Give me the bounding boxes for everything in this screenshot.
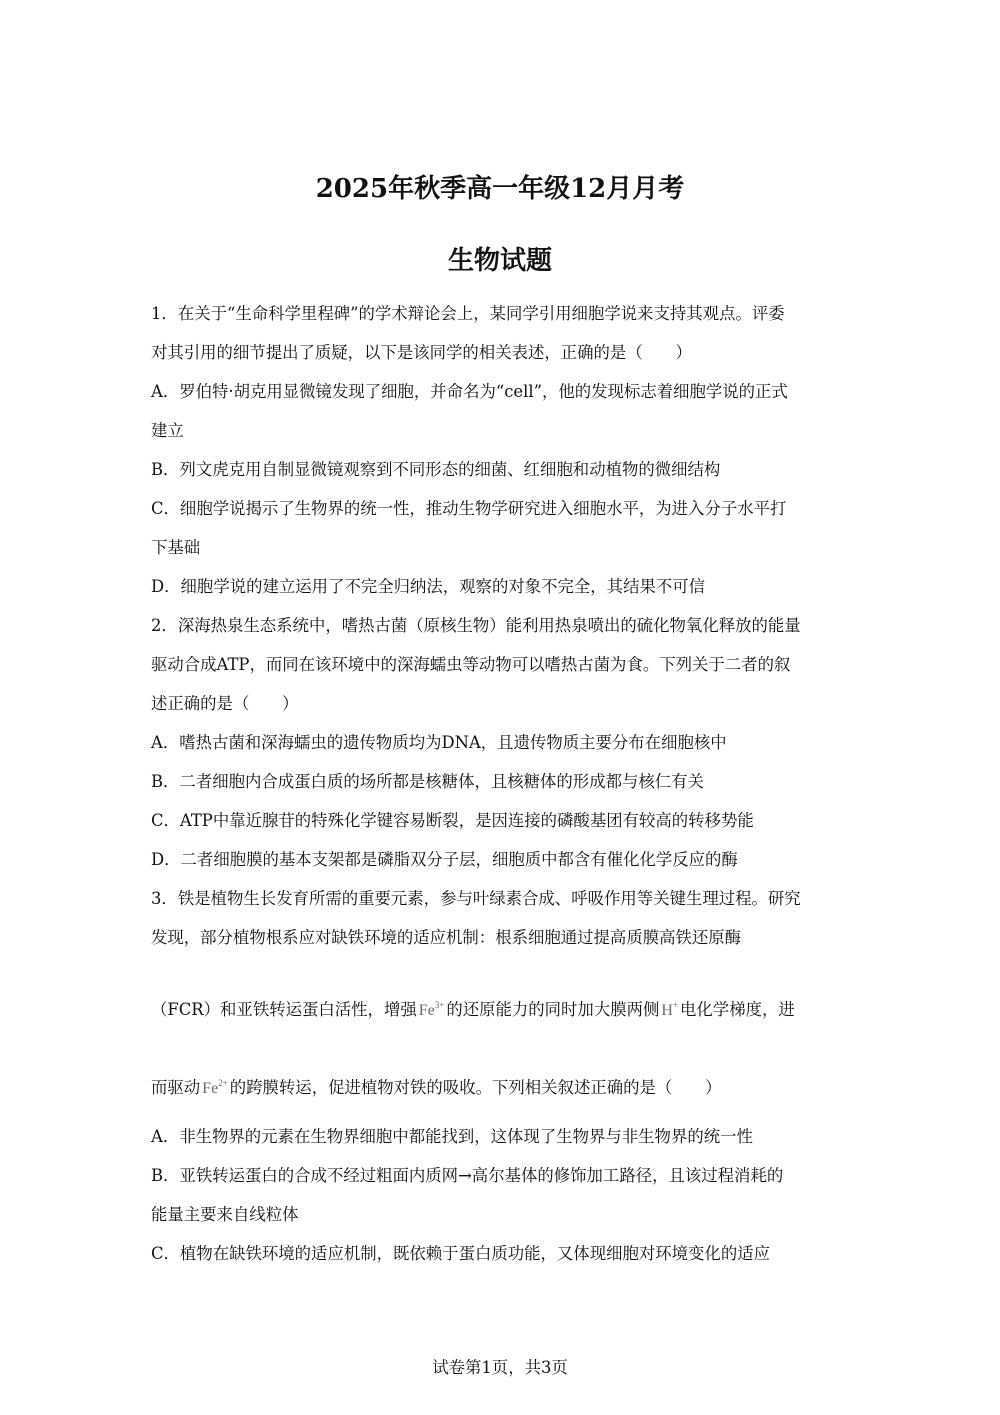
stem-text: 而驱动 [151, 1078, 201, 1097]
h-ion-formula [659, 1002, 680, 1019]
stem-text: （FCR）和亚铁转运蛋白活性，增强 [151, 1000, 417, 1019]
question-2-option-a: A．嗜热古菌和深海蠕虫的遗传物质均为DNA，且遗传物质主要分布在细胞核中 [151, 733, 727, 752]
ion-charge: + [672, 1000, 679, 1010]
question-1-stem-line-2: 对其引用的细节提出了质疑，以下是该同学的相关表述，正确的是（ ） [151, 343, 692, 362]
question-1-stem-line-1: 1．在关于“生命科学里程碑”的学术辩论会上，某同学引用细胞学说来支持其观点。评委 [151, 304, 785, 323]
exam-title: 2025年秋季高一年级12月月考 [315, 174, 685, 204]
question-2-option-d: D．二者细胞膜的基本支架都是磷脂双分子层，细胞质中都含有催化化学反应的酶 [151, 850, 738, 869]
question-2-option-b: B．二者细胞内合成蛋白质的场所都是核糖体，且核糖体的形成都与核仁有关 [151, 772, 704, 791]
question-1-option-d: D．细胞学说的建立运用了不完全归纳法，观察的对象不完全，其结果不可信 [151, 577, 706, 596]
question-3-option-b-line-2: 能量主要来自线粒体 [151, 1205, 299, 1224]
question-3-stem-line-3 [151, 993, 795, 1023]
question-1-option-a-line-2: 建立 [151, 421, 184, 440]
stem-text: 的跨膜转运，促进植物对铁的吸收。下列相关叙述正确的是（ ） [229, 1078, 722, 1097]
question-2-option-c: C．ATP中靠近腺苷的特殊化学键容易断裂，是因连接的磷酸基团有较高的转移势能 [151, 811, 754, 830]
stem-text: 的还原能力的同时加大膜两侧 [446, 1000, 660, 1019]
question-2-stem-line-2: 驱动合成ATP，而同在该环境中的深海蠕虫等动物可以嗜热古菌为食。下列关于二者的叙 [151, 655, 791, 674]
question-1-option-c-line-1: C．细胞学说揭示了生物界的统一性，推动生物学研究进入细胞水平，为进入分子水平打 [151, 499, 787, 518]
formula-base: Fe [202, 1080, 219, 1097]
formula-base: Fe [418, 1002, 435, 1019]
formula-base: H [661, 1002, 673, 1019]
question-2-stem-line-3: 述正确的是（ ） [151, 694, 299, 713]
question-3-stem-line-1: 3．铁是植物生长发育所需的重要元素，参与叶绿素合成、呼吸作用等关键生理过程。研究 [151, 889, 801, 908]
question-3-option-c: C．植物在缺铁环境的适应机制，既依赖于蛋白质功能，又体现细胞对环境变化的适应 [151, 1244, 770, 1263]
question-3-option-b-line-1: B．亚铁转运蛋白的合成不经过粗面内质网→高尔基体的修饰加工路径，且该过程消耗的 [151, 1166, 784, 1185]
ion-charge: 2+ [218, 1078, 228, 1088]
exam-subtitle: 生物试题 [447, 246, 552, 276]
question-1-option-b: B．列文虎克用自制显微镜观察到不同形态的细菌、红细胞和动植物的微细结构 [151, 460, 721, 479]
question-3-option-a: A．非生物界的元素在生物界细胞中都能找到，这体现了生物界与非生物界的统一性 [151, 1127, 753, 1146]
fe3-ion-formula [417, 1002, 447, 1019]
fe2-ion-formula [200, 1080, 230, 1097]
ion-charge: 3+ [434, 1000, 445, 1010]
stem-text: 电化学梯度，进 [680, 1000, 795, 1019]
page-footer: 试卷第1页，共3页 [432, 1358, 568, 1377]
question-1-option-a-line-1: A．罗伯特·胡克用显微镜发现了细胞，并命名为“cell”，他的发现标志着细胞学说的正式 [151, 382, 788, 401]
question-3-stem-line-2: 发现，部分植物根系应对缺铁环境的适应机制：根系细胞通过提高质膜高铁还原酶 [151, 928, 742, 947]
question-1-option-c-line-2: 下基础 [151, 538, 201, 557]
question-3-stem-line-4 [151, 1071, 721, 1101]
question-2-stem-line-1: 2．深海热泉生态系统中，嗜热古菌（原核生物）能利用热泉喷出的硫化物氧化释放的能量 [151, 616, 801, 635]
